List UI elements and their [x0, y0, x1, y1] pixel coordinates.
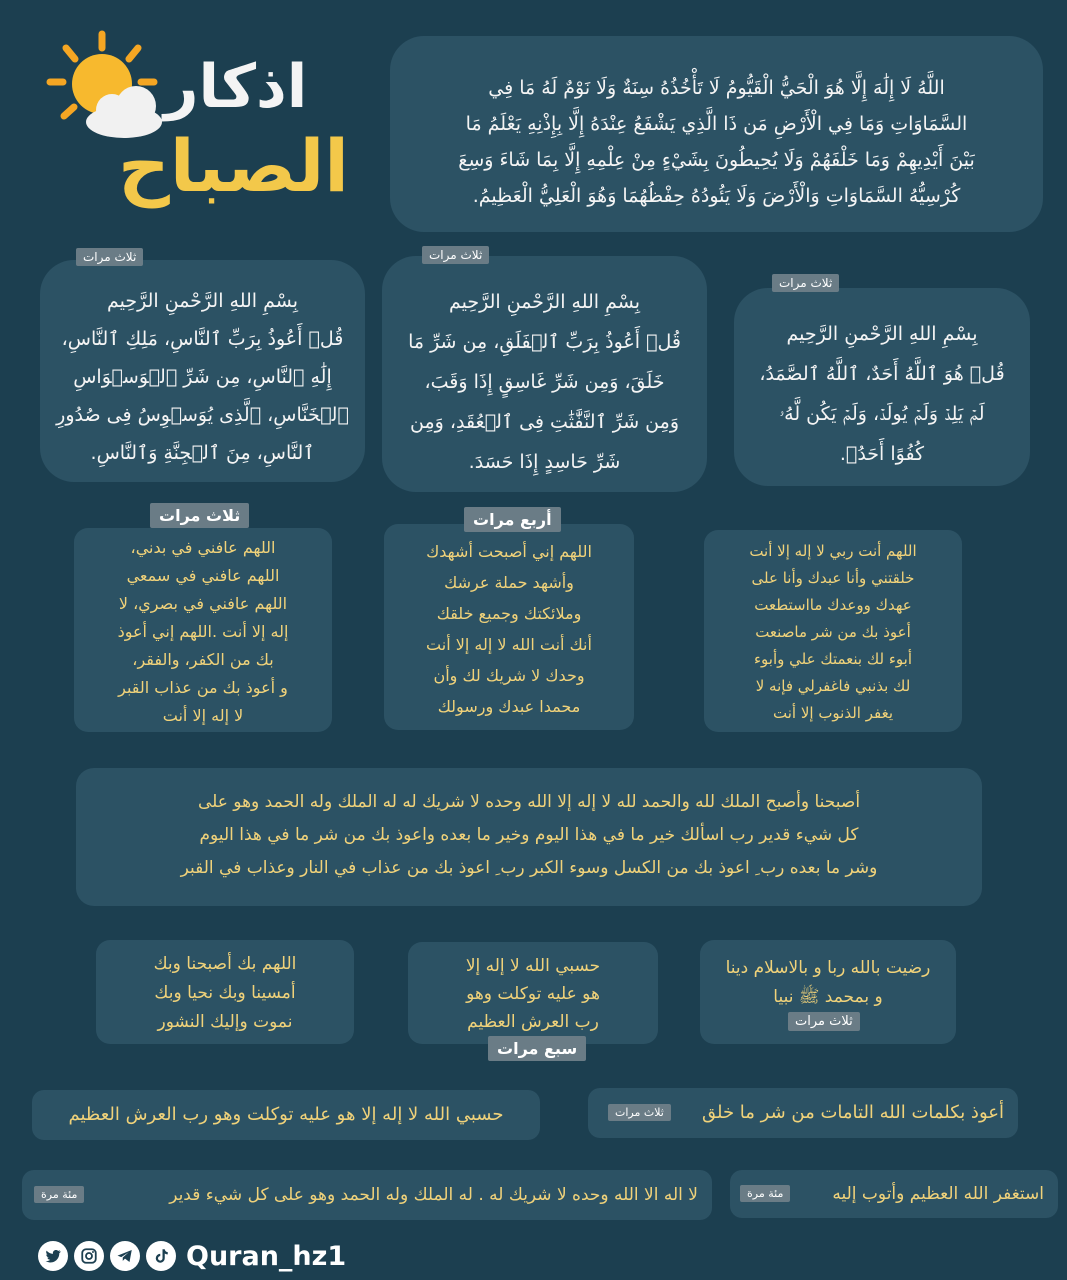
dua-line: يغفر الذنوب إلا أنت: [772, 704, 894, 722]
surah-line: قُلۡ هُوَ ٱللَّهُ أَحَدٌ، ٱللَّهُ ٱلصَّمَدُ،: [759, 363, 1005, 385]
surah-line: ٱلۡخَنَّاسِ، ٱلَّذِى يُوَسۡوِسُ فِى صُدُورِ: [56, 404, 349, 426]
page-subtitle: الصباح: [118, 124, 349, 208]
dua-line: وحدك لا شريك لك وأن: [433, 666, 585, 685]
surah-line: شَرِّ حَاسِدٍ إِذَا حَسَدَ.: [468, 451, 621, 473]
dua-bika-card: [96, 940, 354, 1044]
repeat-badge: ثلاث مرات: [788, 1012, 860, 1031]
dua-line: خلقتني وأنا عبدك وأنا على: [751, 569, 915, 587]
surah-line: ٱلنَّاسِ، مِنَ ٱلۡجِنَّةِ وَٱلنَّاسِ.: [90, 442, 315, 464]
repeat-badge: أربع مرات: [464, 507, 561, 532]
dua-line: أعوذ بك من شر ماصنعت: [755, 623, 911, 641]
page-title: اذكار: [164, 52, 308, 122]
social-footer: [38, 1236, 346, 1276]
account-handle[interactable]: Quran_hz1: [186, 1240, 347, 1272]
surah-line: بِسْمِ اللهِ الرَّحْمنِ الرَّحِيم: [786, 323, 978, 345]
dua-line: لا اله الا الله وحده لا شريك له . له الملك وله الحمد وهو على كل شيء قدير: [169, 1185, 698, 1205]
ayat-kursi-line: السَّمَاوَاتِ وَمَا فِي الْأَرْضِ مَن ذَا الَّذِي يَشْفَعُ عِنْدَهُ إِلَّا بِإِذْنِهِ يَعْلَمُ مَا: [465, 113, 968, 135]
dua-line: أمسينا وبك نحيا وبك: [154, 983, 296, 1003]
surah-line: بِسْمِ اللهِ الرَّحْمنِ الرَّحِيم: [107, 290, 298, 312]
ayat-kursi-card: [390, 36, 1043, 232]
dua-line: اللهم إني أصبحت أشهدك: [426, 542, 592, 561]
dua-line: أبوء لك بنعمتك علي وأبوء: [753, 650, 912, 668]
dua-line: عهدك ووعدك مااستطعت: [754, 596, 912, 614]
repeat-badge: سبع مرات: [488, 1036, 586, 1061]
dua-line: نموت وإليك النشور: [157, 1012, 293, 1032]
dua-line: استغفر الله العظيم وأتوب إليه: [832, 1184, 1044, 1204]
dua-hasbi-long-card: [32, 1090, 540, 1140]
dua-line: اللهم أنت ربي لا إله إلا أنت: [749, 542, 917, 560]
ayat-kursi-line: بَيْنَ أَيْدِيهِمْ وَمَا خَلْفَهُمْ وَلَا يُحِيطُونَ بِشَيْءٍ مِنْ عِلْمِهِ إِلَّا بِمَا شَاءَ وَسِعَ: [458, 149, 975, 171]
dua-line: أعوذ بكلمات الله التامات من شر ما خلق: [701, 1102, 1004, 1123]
dua-line: اللهم بك أصبحنا وبك: [153, 954, 297, 974]
surah-line: لَمۡ يَلِدۡ وَلَمۡ يُولَدۡ، وَلَمۡ يَكُن لَّهُۥ: [779, 403, 985, 425]
dua-line: حسبي الله لا إله إلا هو عليه توكلت وهو رب العرش العظيم: [68, 1104, 504, 1125]
repeat-badge: ثلاث مرات: [76, 248, 143, 266]
ayat-kursi-line: اللَّهُ لَا إِلَٰهَ إِلَّا هُوَ الْحَيُّ الْقَيُّومُ لَا تَأْخُذُهُ سِنَةٌ وَلَا نَوْمٌ لَهُ مَا فِي: [488, 77, 945, 99]
surah-line: وَمِن شَرِّ ٱلنَّفَّٰثَٰتِ فِى ٱلۡعُقَدِ، وَمِن: [409, 411, 679, 433]
dua-afini-card: [74, 528, 332, 732]
twitter-icon[interactable]: [38, 1241, 68, 1271]
dua-line: و بمحمد ﷺ نبيا: [773, 987, 883, 1007]
dua-line: محمدا عبدك ورسولك: [437, 697, 581, 716]
dua-line: رب العرش العظيم: [467, 1012, 599, 1032]
telegram-icon[interactable]: [110, 1241, 140, 1271]
repeat-badge: ثلاث مرات: [608, 1104, 671, 1121]
dua-line: اللهم عافني في بصري، لا: [118, 594, 288, 613]
repeat-badge: ثلاث مرات: [422, 246, 489, 264]
dua-line: وشر ما بعده رب ِ اعوذ بك من الكسل وسوء الكبر رب ِ اعوذ بك من عذاب في النار وعذاب في القبر: [180, 858, 878, 878]
dua-line: اللهم عافني في بدني،: [130, 538, 276, 557]
dua-line: اللهم عافني في سمعي: [126, 566, 280, 585]
instagram-icon[interactable]: [74, 1241, 104, 1271]
dua-line: بك من الكفر، والفقر،: [132, 650, 274, 669]
repeat-badge: مئة مرة: [740, 1185, 790, 1202]
ayat-kursi-line: كُرْسِيُّهُ السَّمَاوَاتِ وَالْأَرْضَ وَلَا يَئُودُهُ حِفْظُهُمَا وَهُوَ الْعَلِيُّ الْعَظِيمُ.: [472, 185, 961, 207]
repeat-badge: ثلاث مرات: [150, 503, 249, 528]
dua-line: إله إلا أنت .اللهم إني أعوذ: [117, 622, 289, 641]
dua-line: كل شيء قدير رب اسألك خير ما في هذا اليوم وخير ما بعده واعوذ بك من شر ما في هذا اليوم: [199, 825, 859, 845]
dua-tahlil-card: [22, 1170, 712, 1220]
dua-line: أنك أنت الله لا إله إلا أنت: [426, 635, 592, 654]
dua-line: لك بذنبي فاغفرلي فإنه لا: [755, 677, 911, 695]
surah-falaq-card: [382, 256, 707, 492]
dua-line: حسبي الله لا إله إلا: [465, 956, 601, 976]
surah-line: إِلَٰهِ ٱلنَّاسِ، مِن شَرِّ ٱلۡوَسۡوَاسِ: [73, 366, 332, 388]
dua-line: لا إله إلا أنت: [162, 706, 244, 725]
dua-line: وملائكتك وجميع خلقك: [436, 604, 582, 623]
dua-line: وأشهد حملة عرشك: [444, 573, 574, 592]
surah-line: بِسْمِ اللهِ الرَّحْمنِ الرَّحِيم: [449, 291, 640, 313]
repeat-badge: ثلاث مرات: [772, 274, 839, 292]
repeat-badge: مئة مرة: [34, 1186, 84, 1203]
dua-sayyid-istighfar-card: [704, 530, 962, 732]
dua-hasbi-card: [408, 942, 658, 1044]
surah-line: قُلۡ أَعُوذُ بِرَبِّ ٱلۡفَلَقِ، مِن شَرِّ مَا: [408, 331, 681, 353]
surah-nas-card: [40, 260, 365, 482]
tiktok-icon[interactable]: [146, 1241, 176, 1271]
dua-asbahna-card: [76, 768, 982, 906]
surah-ikhlas-card: [734, 288, 1030, 486]
dua-line: و أعوذ بك من عذاب القبر: [118, 678, 288, 697]
dua-line: هو عليه توكلت وهو: [466, 984, 600, 1004]
surah-line: قُلۡ أَعُوذُ بِرَبِّ ٱلنَّاسِ، مَلِكِ ٱلنَّاسِ،: [61, 328, 344, 350]
surah-line: خَلَقَ، وَمِن شَرِّ غَاسِقٍ إِذَا وَقَبَ،: [424, 371, 665, 393]
dua-ashhaduk-card: [384, 524, 634, 730]
dua-line: رضيت بالله ربا و بالاسلام دينا: [725, 958, 931, 978]
surah-line: كُفُوًا أَحَدُۢ.: [839, 443, 925, 465]
dua-line: أصبحنا وأصبح الملك لله والحمد لله لا إله إلا الله وحده لا شريك له له الملك وله الحمد وهو على: [197, 792, 861, 812]
